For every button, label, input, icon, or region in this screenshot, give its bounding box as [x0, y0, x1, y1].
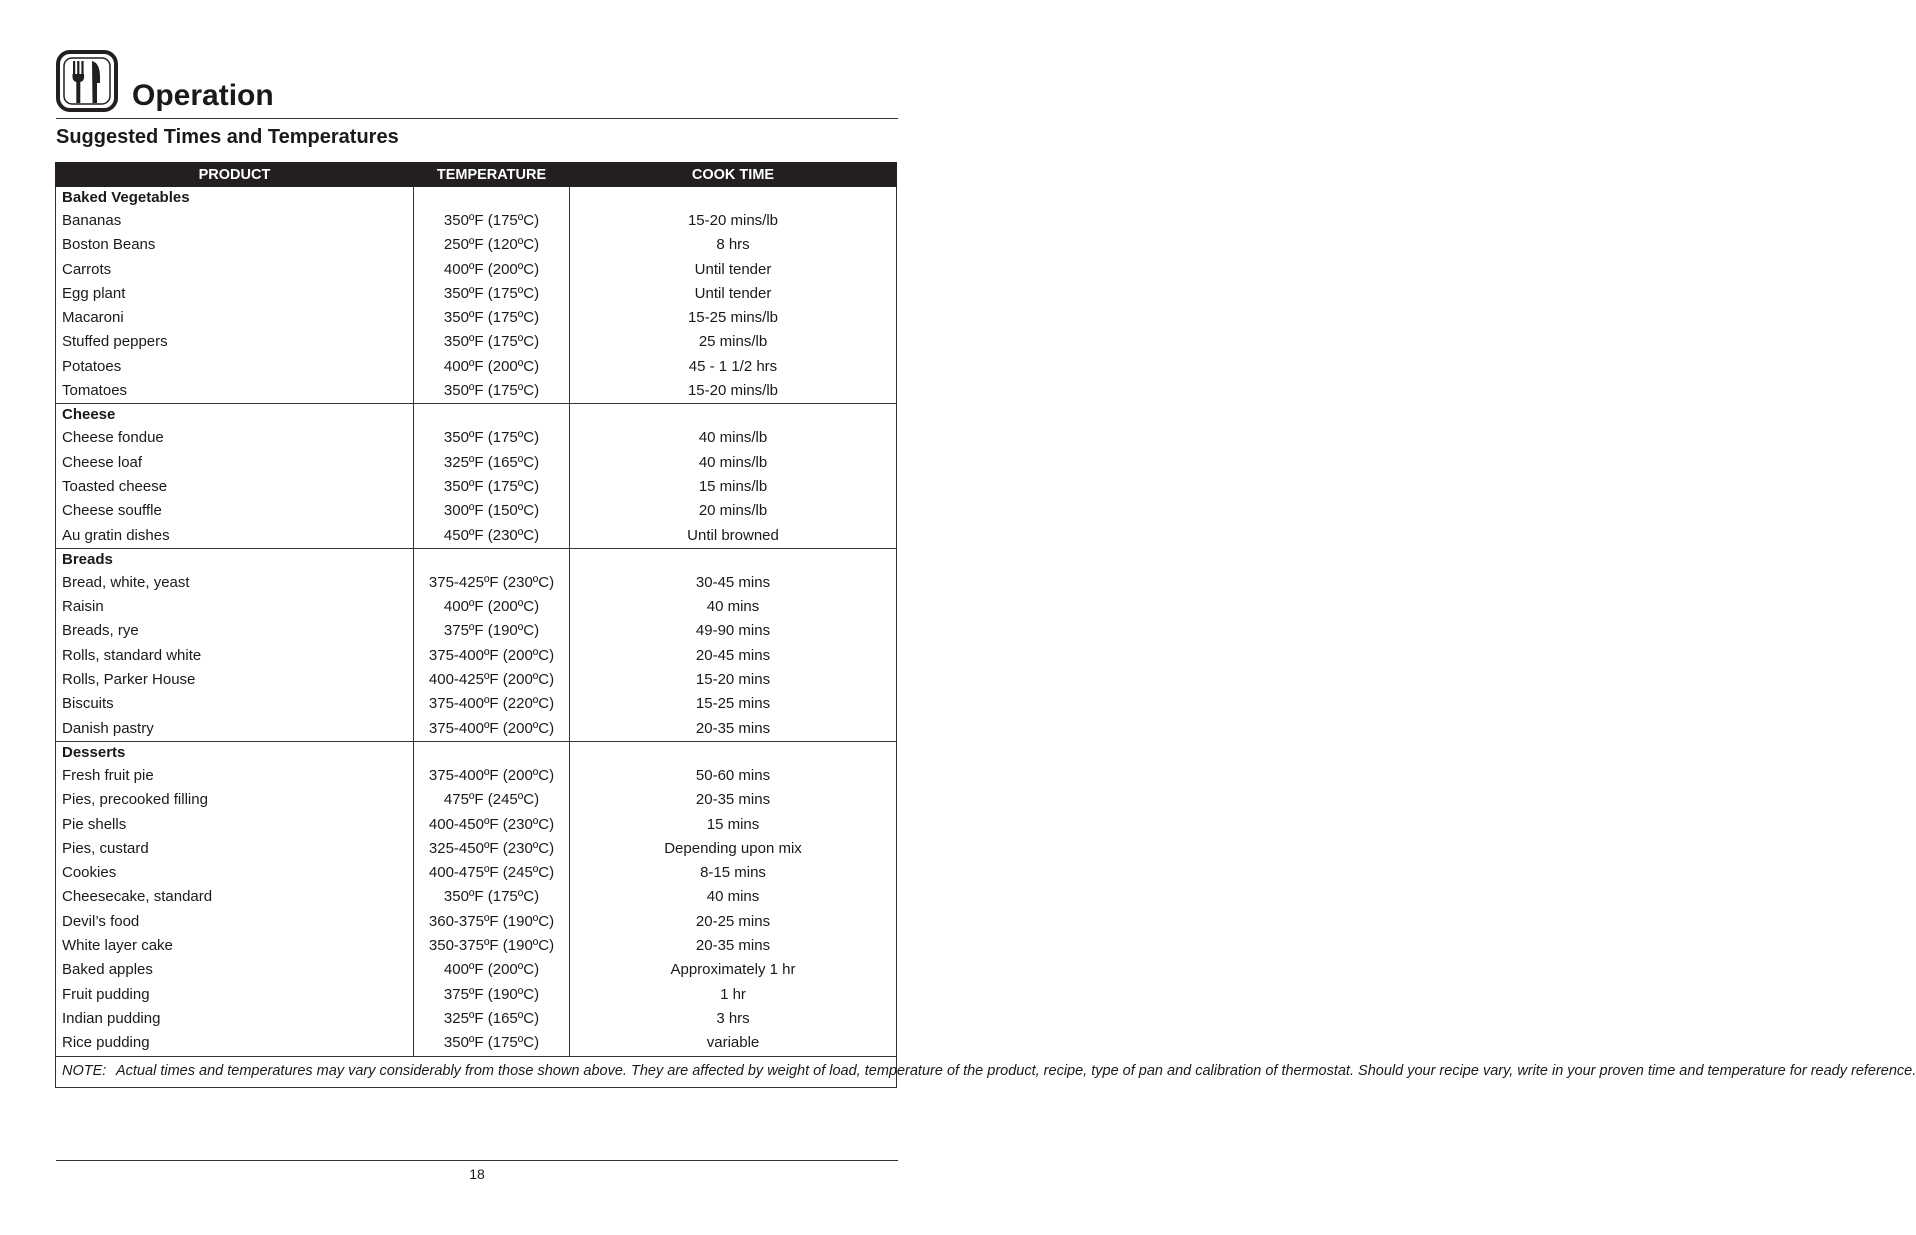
category-row	[56, 741, 897, 764]
product-cell: Indian pudding	[56, 1007, 414, 1031]
temperature-cell: 360-375ºF (190ºC)	[414, 910, 570, 934]
table-row	[56, 1007, 897, 1031]
product-cell: Fresh fruit pie	[56, 764, 414, 788]
table-row	[56, 306, 897, 330]
table-row	[56, 983, 897, 1007]
temperature-cell: 375-400ºF (200ºC)	[414, 764, 570, 788]
table-row	[56, 1031, 897, 1056]
temperature-cell: 375-425ºF (230ºC)	[414, 571, 570, 595]
temperature-cell: 400-475ºF (245ºC)	[414, 861, 570, 885]
table-row	[56, 475, 897, 499]
section-title: Suggested Times and Temperatures	[56, 126, 399, 148]
product-cell: Rolls, Parker House	[56, 668, 414, 692]
cook-time-cell: 30-45 mins	[570, 571, 897, 595]
cook-time-cell: 40 mins	[570, 885, 897, 909]
page-title: Operation	[132, 79, 274, 112]
category-temperature-empty	[414, 187, 570, 210]
cook-time-cell: Until tender	[570, 282, 897, 306]
product-cell: Breads, rye	[56, 619, 414, 643]
table-row	[56, 379, 897, 404]
product-cell: Potatoes	[56, 355, 414, 379]
temperature-cell: 400ºF (200ºC)	[414, 595, 570, 619]
cook-time-cell: 20-35 mins	[570, 934, 897, 958]
product-cell: Biscuits	[56, 692, 414, 716]
temperature-cell: 475ºF (245ºC)	[414, 788, 570, 812]
cook-time-cell: 40 mins	[570, 595, 897, 619]
product-cell: Tomatoes	[56, 379, 414, 404]
table-row	[56, 813, 897, 837]
cook-time-cell: 40 mins/lb	[570, 451, 897, 475]
category-temperature-empty	[414, 404, 570, 427]
cook-time-cell: Approximately 1 hr	[570, 958, 897, 982]
table-row	[56, 885, 897, 909]
table-note-section	[56, 1056, 1916, 1087]
temperature-cell: 350ºF (175ºC)	[414, 282, 570, 306]
product-cell: Pie shells	[56, 813, 414, 837]
cook-time-cell: 15-20 mins/lb	[570, 379, 897, 404]
table-row	[56, 524, 897, 549]
table-row	[56, 355, 897, 379]
table-group	[56, 187, 897, 404]
cook-time-cell: 8-15 mins	[570, 861, 897, 885]
note-cell	[56, 1056, 1916, 1087]
table-row	[56, 958, 897, 982]
product-cell: Toasted cheese	[56, 475, 414, 499]
table-row	[56, 426, 897, 450]
product-cell: Baked apples	[56, 958, 414, 982]
table-row	[56, 717, 897, 742]
category-cook-time-empty	[570, 548, 897, 571]
column-header-cook-time: COOK TIME	[570, 163, 897, 187]
category-row	[56, 187, 897, 210]
product-cell: Stuffed peppers	[56, 330, 414, 354]
category-row	[56, 404, 897, 427]
cook-time-cell: 45 - 1 1/2 hrs	[570, 355, 897, 379]
product-cell: Cookies	[56, 861, 414, 885]
temperature-cell: 375-400ºF (200ºC)	[414, 644, 570, 668]
product-cell: Cheese loaf	[56, 451, 414, 475]
table-row	[56, 788, 897, 812]
table-row	[56, 644, 897, 668]
note-block	[62, 1062, 1916, 1081]
temperature-cell: 400ºF (200ºC)	[414, 258, 570, 282]
table-header-row	[56, 163, 897, 187]
cook-time-cell: 49-90 mins	[570, 619, 897, 643]
cook-time-cell: Until tender	[570, 258, 897, 282]
table-row	[56, 692, 897, 716]
cook-time-cell: Until browned	[570, 524, 897, 549]
product-cell: Danish pastry	[56, 717, 414, 742]
temperature-cell: 375ºF (190ºC)	[414, 619, 570, 643]
cook-time-cell: 20-25 mins	[570, 910, 897, 934]
cook-time-cell: 20-35 mins	[570, 788, 897, 812]
table-row	[56, 330, 897, 354]
category-temperature-empty	[414, 548, 570, 571]
temperature-cell: 325-450ºF (230ºC)	[414, 837, 570, 861]
cook-time-cell: 15 mins	[570, 813, 897, 837]
table-row	[56, 595, 897, 619]
product-cell: Pies, custard	[56, 837, 414, 861]
table-group	[56, 741, 897, 1056]
page-number: 18	[469, 1166, 485, 1182]
product-cell: Rolls, standard white	[56, 644, 414, 668]
temperature-cell: 375-400ºF (220ºC)	[414, 692, 570, 716]
column-header-temperature: TEMPERATURE	[414, 163, 570, 187]
page-header	[56, 48, 898, 120]
temperature-cell: 350ºF (175ºC)	[414, 306, 570, 330]
note-label: NOTE:	[62, 1063, 107, 1080]
temperature-cell: 350ºF (175ºC)	[414, 1031, 570, 1056]
category-label: Cheese	[56, 404, 414, 427]
temperature-cell: 325ºF (165ºC)	[414, 1007, 570, 1031]
cook-time-cell: 15-20 mins	[570, 668, 897, 692]
temperature-cell: 250ºF (120ºC)	[414, 233, 570, 257]
cook-time-cell: 20 mins/lb	[570, 499, 897, 523]
product-cell: Devil’s food	[56, 910, 414, 934]
cook-time-cell: 50-60 mins	[570, 764, 897, 788]
table-row	[56, 209, 897, 233]
temperature-cell: 350ºF (175ºC)	[414, 475, 570, 499]
product-cell: Pies, precooked filling	[56, 788, 414, 812]
category-label: Baked Vegetables	[56, 187, 414, 210]
table-row	[56, 619, 897, 643]
table-row	[56, 258, 897, 282]
times-temperatures-table	[55, 162, 1916, 1088]
table-row	[56, 910, 897, 934]
temperature-cell: 400ºF (200ºC)	[414, 355, 570, 379]
category-cook-time-empty	[570, 741, 897, 764]
product-cell: Egg plant	[56, 282, 414, 306]
cook-time-cell: 15 mins/lb	[570, 475, 897, 499]
table-row	[56, 764, 897, 788]
table-row	[56, 934, 897, 958]
temperature-cell: 375-400ºF (200ºC)	[414, 717, 570, 742]
fork-knife-icon	[56, 50, 118, 112]
product-cell: White layer cake	[56, 934, 414, 958]
temperature-cell: 400-450ºF (230ºC)	[414, 813, 570, 837]
cook-time-cell: 3 hrs	[570, 1007, 897, 1031]
table-row	[56, 861, 897, 885]
cook-time-cell: 20-45 mins	[570, 644, 897, 668]
product-cell: Cheesecake, standard	[56, 885, 414, 909]
column-header-product: PRODUCT	[56, 163, 414, 187]
product-cell: Cheese fondue	[56, 426, 414, 450]
category-cook-time-empty	[570, 187, 897, 210]
note-row	[56, 1056, 897, 1087]
temperature-cell: 350ºF (175ºC)	[414, 885, 570, 909]
category-label: Breads	[56, 548, 414, 571]
temperature-cell: 350ºF (175ºC)	[414, 209, 570, 233]
table-row	[56, 668, 897, 692]
temperature-cell: 350ºF (175ºC)	[414, 426, 570, 450]
temperature-cell: 350-375ºF (190ºC)	[414, 934, 570, 958]
note-text: Actual times and temperatures may vary considerably from those shown above. They are affected by weight of load, temperature of the product, recipe, type of pan and calibration of thermostat. Should your recipe vary, write in your proven time and temperature for ready reference.	[116, 1063, 1916, 1080]
cook-time-cell: 25 mins/lb	[570, 330, 897, 354]
header-divider	[56, 118, 898, 119]
cook-time-cell: 15-20 mins/lb	[570, 209, 897, 233]
temperature-cell: 350ºF (175ºC)	[414, 330, 570, 354]
table-row	[56, 451, 897, 475]
table-row	[56, 837, 897, 861]
product-cell: Macaroni	[56, 306, 414, 330]
temperature-cell: 400ºF (200ºC)	[414, 958, 570, 982]
table-row	[56, 499, 897, 523]
temperature-cell: 375ºF (190ºC)	[414, 983, 570, 1007]
product-cell: Raisin	[56, 595, 414, 619]
product-cell: Cheese souffle	[56, 499, 414, 523]
temperature-cell: 450ºF (230ºC)	[414, 524, 570, 549]
temperature-cell: 350ºF (175ºC)	[414, 379, 570, 404]
table-row	[56, 571, 897, 595]
cook-time-cell: 20-35 mins	[570, 717, 897, 742]
cook-time-cell: Depending upon mix	[570, 837, 897, 861]
category-cook-time-empty	[570, 404, 897, 427]
table-group	[56, 548, 897, 741]
category-row	[56, 548, 897, 571]
product-cell: Bananas	[56, 209, 414, 233]
temperature-cell: 400-425ºF (200ºC)	[414, 668, 570, 692]
product-cell: Boston Beans	[56, 233, 414, 257]
temperature-cell: 325ºF (165ºC)	[414, 451, 570, 475]
table-row	[56, 233, 897, 257]
category-label: Desserts	[56, 741, 414, 764]
product-cell: Fruit pudding	[56, 983, 414, 1007]
product-cell: Au gratin dishes	[56, 524, 414, 549]
temperature-cell: 300ºF (150ºC)	[414, 499, 570, 523]
category-temperature-empty	[414, 741, 570, 764]
table-row	[56, 282, 897, 306]
table-group	[56, 404, 897, 548]
product-cell: Rice pudding	[56, 1031, 414, 1056]
cook-time-cell: 8 hrs	[570, 233, 897, 257]
cook-time-cell: 15-25 mins/lb	[570, 306, 897, 330]
cook-time-cell: variable	[570, 1031, 897, 1056]
product-cell: Bread, white, yeast	[56, 571, 414, 595]
footer-divider	[56, 1160, 898, 1161]
cook-time-cell: 15-25 mins	[570, 692, 897, 716]
cook-time-cell: 40 mins/lb	[570, 426, 897, 450]
product-cell: Carrots	[56, 258, 414, 282]
cook-time-cell: 1 hr	[570, 983, 897, 1007]
